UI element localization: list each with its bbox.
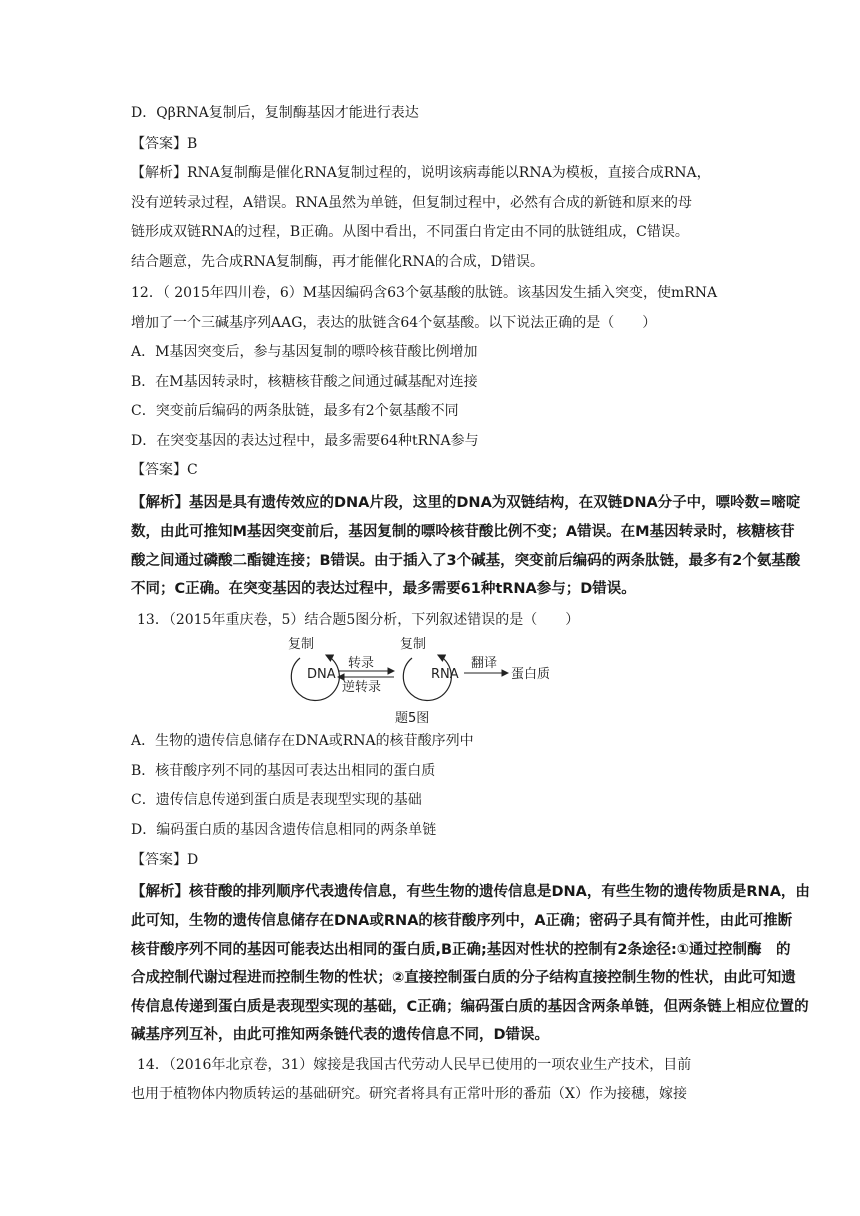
q11-answer: 【答案】B bbox=[131, 136, 198, 152]
q12-option-d: D．在突变基因的表达过程中，最多需要64种tRNA参与 bbox=[131, 433, 479, 449]
q14-stem-line-1: 14．（2016年北京卷，31）嫁接是我国古代劳动人民早已使用的一项农业生产技术，目前 bbox=[137, 1057, 692, 1073]
q13-answer: 【答案】D bbox=[131, 852, 199, 868]
q13-option-d: D．编码蛋白质的基因含遗传信息相同的两条单链 bbox=[131, 822, 437, 838]
q12-option-a: A．M基因突变后，参与基因复制的嘌呤核苷酸比例增加 bbox=[131, 344, 478, 360]
q13-option-a: A．生物的遗传信息储存在DNA或RNA的核苷酸序列中 bbox=[131, 733, 474, 749]
protein-node: 蛋白质 bbox=[511, 667, 551, 682]
rna-replication-label: 复制 bbox=[400, 637, 427, 652]
q12-analysis-line-2: 数，由此可推知M基因突变前后，基因复制的嘌呤核苷酸比例不变；A错误。在M基因转录时，核糖核苷 bbox=[131, 524, 795, 540]
q12-answer: 【答案】C bbox=[131, 462, 198, 478]
q12-analysis-text-1: 基因是具有遗传效应的DNA片段，这里的DNA为双链结构，在双链DNA分子中，嘌呤数=嘧啶 bbox=[189, 495, 801, 511]
dna-node: DNA bbox=[307, 667, 336, 682]
q12-stem-line-1: 12．（ 2015年四川卷，6）M基因编码含63个氨基酸的肽链。该基因发生插入突变，使mRNA bbox=[131, 285, 718, 301]
rna-node: RNA bbox=[431, 667, 459, 682]
dna-replication-label: 复制 bbox=[288, 637, 315, 652]
q12-analysis-line-4: 不同；C正确。在突变基因的表达过程中，最多需要61种tRNA参与；D错误。 bbox=[131, 581, 636, 597]
q12-analysis-label: 【解析】 bbox=[131, 495, 189, 511]
reverse-transcription-label: 逆转录 bbox=[342, 680, 382, 695]
q13-stem: 13．（2015年重庆卷，5）结合题5图分析，下列叙述错误的是（ ） bbox=[137, 612, 580, 628]
q13-analysis-line-2: 此可知，生物的遗传信息储存在DNA或RNA的核苷酸序列中，A正确；密码子具有简并性，由此可推断 bbox=[131, 913, 793, 929]
q13-option-c: C．遗传信息传递到蛋白质是表现型实现的基础 bbox=[131, 792, 422, 808]
q11-analysis-line-3: 链形成双链RNA的过程，B正确。从图中看出，不同蛋白肯定由不同的肽链组成，C错误。 bbox=[131, 224, 689, 240]
q14-stem-line-2: 也用于植物体内物质转运的基础研究。研究者将具有正常叶形的番茄（X）作为接穗，嫁接 bbox=[131, 1086, 687, 1102]
q13-analysis-line-1 bbox=[131, 882, 810, 902]
transcription-label: 转录 bbox=[348, 656, 375, 671]
q13-analysis-line-6: 碱基序列互补，由此可推知两条链代表的遗传信息不同，D错误。 bbox=[131, 1027, 550, 1043]
q11-analysis-line-1: 【解析】RNA复制酶是催化RNA复制过程的，说明该病毒能以RNA为模板，直接合成RNA， bbox=[131, 165, 711, 181]
q13-analysis-text-1: 核苷酸的排列顺序代表遗传信息，有些生物的遗传信息是DNA，有些生物的遗传物质是RNA，由 bbox=[189, 884, 810, 900]
q12-option-c: C．突变前后编码的两条肽链，最多有2个氨基酸不同 bbox=[131, 403, 459, 419]
q13-analysis-line-4: 合成控制代谢过程进而控制生物的性状；②直接控制蛋白质的分子结构直接控制生物的性状，由此可知遗 bbox=[131, 970, 796, 986]
q12-analysis-line-1 bbox=[131, 493, 800, 513]
q11-analysis-line-4: 结合题意，先合成RNA复制酶，再才能催化RNA的合成，D错误。 bbox=[131, 254, 545, 270]
q13-analysis-label: 【解析】 bbox=[131, 884, 189, 900]
q12-stem-line-2: 增加了一个三碱基序列AAG，表达的肽链含64个氨基酸。以下说法正确的是（ ） bbox=[131, 315, 657, 331]
figure-caption: 题5图 bbox=[395, 711, 430, 726]
q11-analysis-line-2: 没有逆转录过程，A错误。RNA虽然为单链，但复制过程中，必然有合成的新链和原来的母 bbox=[131, 195, 693, 211]
q13-analysis-line-5: 传信息传递到蛋白质是表现型实现的基础，C正确；编码蛋白质的基因含两条单链，但两条链上相应位置的 bbox=[131, 999, 809, 1015]
central-dogma-diagram bbox=[278, 633, 568, 713]
q11-option-d: D．QβRNA复制后，复制酶基因才能进行表达 bbox=[131, 105, 419, 121]
q12-option-b: B．在M基因转录时，核糖核苷酸之间通过碱基配对连接 bbox=[131, 374, 478, 390]
translation-label: 翻译 bbox=[471, 656, 498, 671]
q13-option-b: B．核苷酸序列不同的基因可表达出相同的蛋白质 bbox=[131, 763, 436, 779]
q13-analysis-line-3: 核苷酸序列不同的基因可能表达出相同的蛋白质,B正确;基因对性状的控制有2条途径:①通过控制酶 的 bbox=[131, 942, 791, 958]
q12-analysis-line-3: 酸之间通过磷酸二酯键连接；B错误。由于插入了3个碱基，突变前后编码的两条肽链，最多有2个氨基酸 bbox=[131, 553, 801, 569]
